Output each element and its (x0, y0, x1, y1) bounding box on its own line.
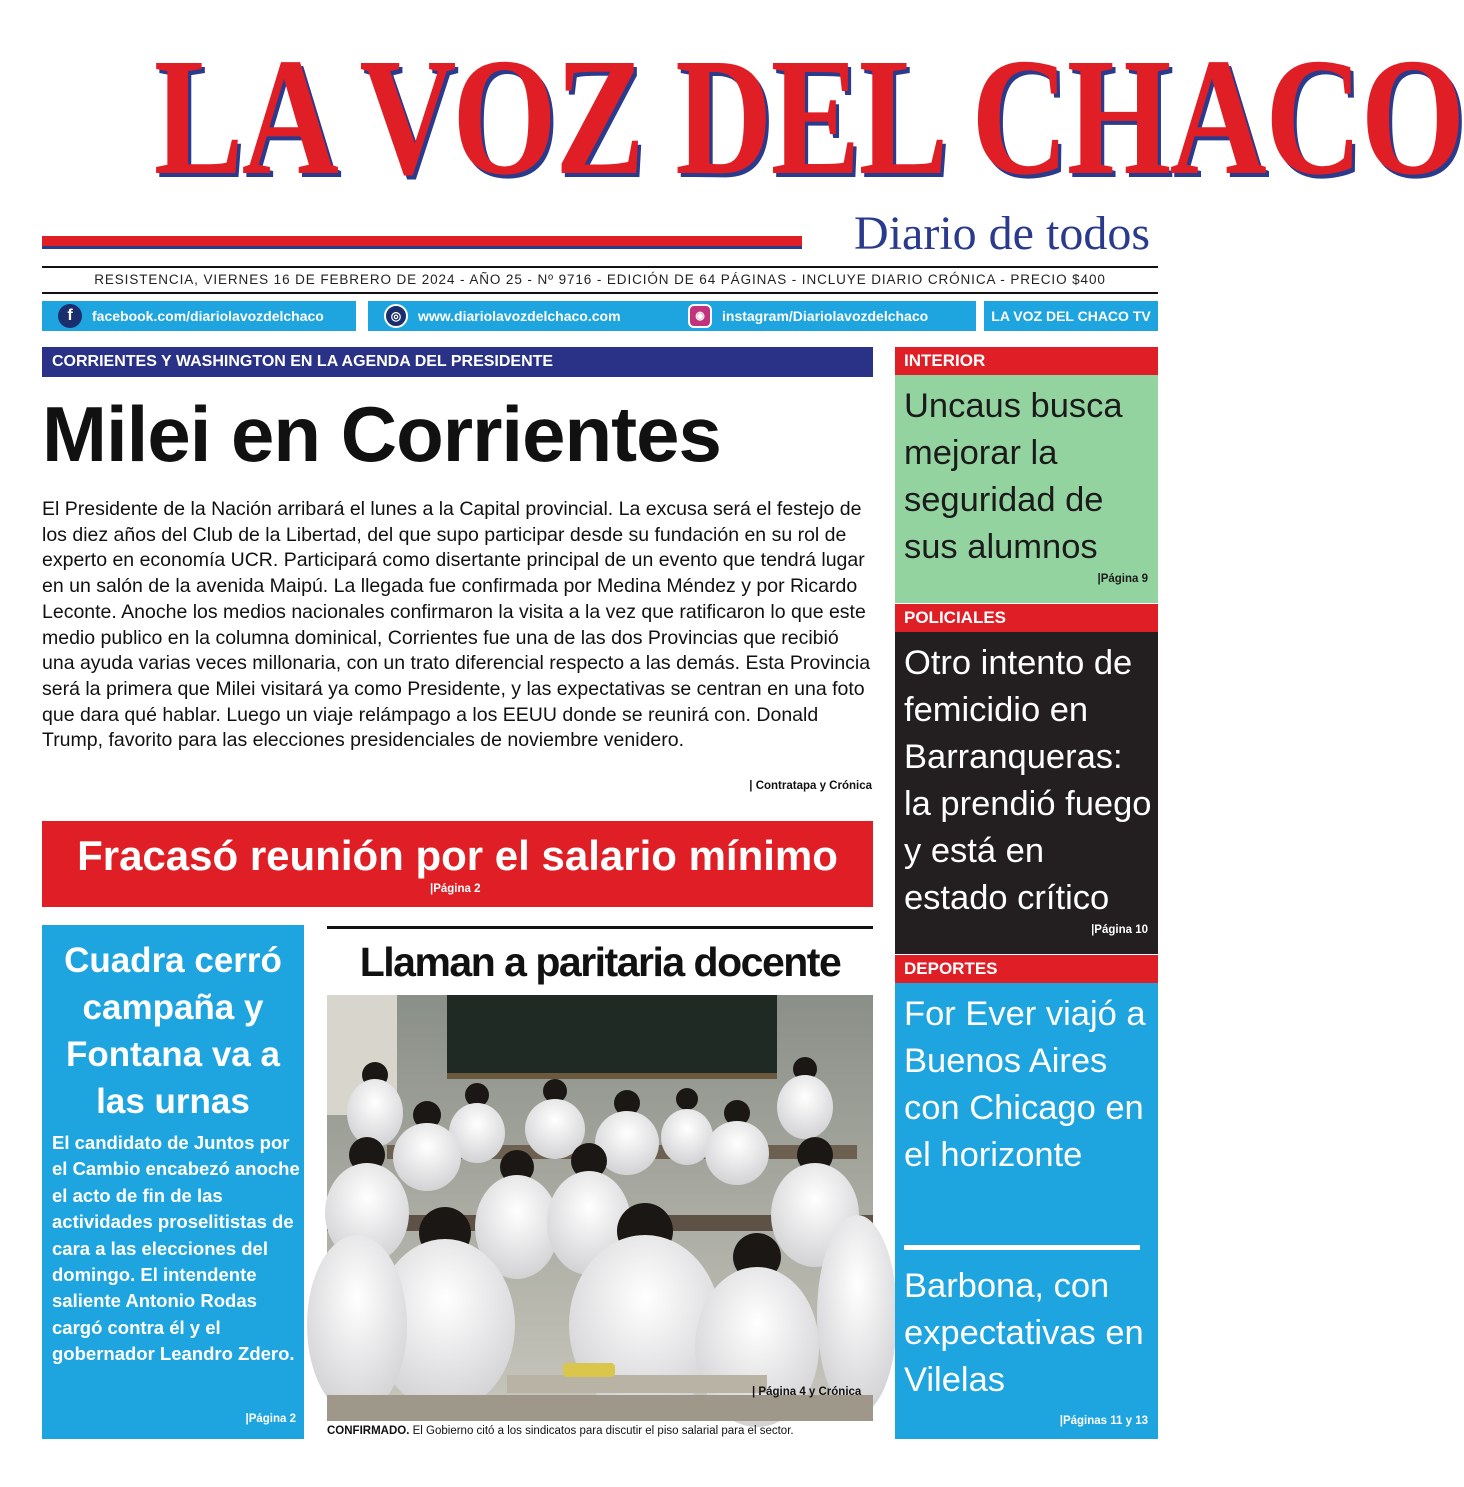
paritaria-caption-lead: CONFIRMADO. (327, 1425, 410, 1437)
paritaria-caption-text: El Gobierno citó a los sindicatos para discutir el piso salarial para el sector. (409, 1425, 794, 1437)
instagram-link-label: instagram/Diariolavozdelchaco (722, 308, 929, 324)
main-story-kicker: CORRIENTES Y WASHINGTON EN LA AGENDA DEL PRESIDENTE (42, 347, 873, 377)
facebook-icon: f (58, 304, 82, 328)
interior-headline[interactable]: Uncaus busca mejorar la seguridad de sus alumnos (904, 387, 1123, 566)
cuadra-headline[interactable]: Cuadra cerró campaña y Fontana va a las urnas (64, 941, 282, 1121)
section-label-policiales[interactable]: POLICIALES (895, 604, 1158, 632)
website-link-label: www.diariolavozdelchaco.com (418, 308, 621, 324)
paritaria-page-ref: | Página 4 y Crónica (752, 1386, 862, 1398)
social-bar (42, 301, 1158, 331)
deportes-story-box (895, 983, 1158, 1439)
main-story-headline[interactable]: Milei en Corrientes (42, 390, 721, 478)
facebook-link[interactable] (42, 301, 356, 331)
classroom-photo (327, 995, 873, 1421)
section-label-interior[interactable]: INTERIOR (895, 347, 1158, 375)
classroom-illustration (327, 995, 873, 1421)
masthead-rule (42, 236, 802, 246)
newspaper-slogan: Diario de todos (854, 207, 1150, 260)
main-story-page-ref: | Contratapa y Crónica (749, 780, 872, 792)
policiales-headline[interactable]: Otro intento de femicidio en Barranqueras: la prendió fuego y está en estado crítico (904, 644, 1152, 917)
section-label-deportes[interactable]: DEPORTES (895, 955, 1158, 983)
facebook-link-label: facebook.com/diariolavozdelchaco (92, 308, 324, 324)
deportes-headline-2[interactable]: Barbona, con expectativas en Vilelas (904, 1267, 1144, 1399)
cuadra-page-ref: |Página 2 (245, 1413, 296, 1425)
instagram-link[interactable] (672, 301, 976, 331)
paritaria-caption (327, 1423, 873, 1439)
policiales-page-ref: |Página 10 (1091, 924, 1148, 936)
salary-headline[interactable]: Fracasó reunión por el salario mínimo (77, 832, 838, 879)
masthead-rule-accent (42, 246, 802, 249)
deportes-divider (904, 1245, 1140, 1250)
globe-icon: ◎ (384, 304, 408, 328)
salary-page-ref: |Página 2 (430, 883, 481, 895)
newspaper-title: LA VOZ DEL CHACO (153, 24, 1464, 210)
salary-banner (42, 821, 873, 907)
dateline: RESISTENCIA, VIERNES 16 DE FEBRERO DE 2024 - AÑO 25 - Nº 9716 - EDICIÓN DE 64 PÁGINAS - INCLUYE DIARIO CRÓNICA - PRECIO $400 (42, 266, 1158, 294)
main-story-body: El Presidente de la Nación arribará el lunes a la Capital provincial. La excusa será el festejo de los diez años del Club de la Libertad, del que supo participar desde su fundación en su rol de experto en economía UCR. Participará como disertante principal de un evento que tendrá lugar en un salón de la avenida Maipú. La llegada fue confirmada por Medina Méndez y por Ricardo Leconte. Anoche los medios nacionales confirmaron la visita a la vez que ratificaron lo que este medio publico en la columna dominical, Corrientes fue una de las dos Provincias que recibió una ayuda varias veces millonaria, con un trato diferencial respecto a las demás. Esta Provincia será la primera que Milei visitará ya como Presidente, y las expectativas se centran en una foto que dara qué hablar. Luego un viaje relámpago a los EEUU donde se reunirá con. Donald Trump, favorito para las elecciones presidenciales de noviembre venidero. (42, 498, 871, 752)
policiales-story-box (895, 632, 1158, 954)
deportes-headline-1[interactable]: For Ever viajó a Buenos Aires con Chicago en el horizonte (904, 995, 1146, 1174)
cuadra-story-box (42, 925, 304, 1439)
cuadra-body: El candidato de Juntos por el Cambio encabezó anoche el acto de fin de las actividades proselitistas de cara a las elecciones del domingo. El intendente saliente Antonio Rodas cargó contra él y el gobernador Leandro Zdero. (52, 1132, 300, 1365)
paritaria-rule (327, 926, 873, 929)
masthead (42, 24, 1464, 266)
instagram-icon: ◉ (688, 304, 712, 328)
deportes-page-ref: |Páginas 11 y 13 (1059, 1415, 1148, 1427)
interior-page-ref: |Página 9 (1097, 573, 1148, 585)
interior-story-box (895, 375, 1158, 603)
tv-link-label: LA VOZ DEL CHACO TV (991, 308, 1151, 324)
tv-link[interactable] (984, 301, 1158, 331)
paritaria-headline[interactable]: Llaman a paritaria docente (359, 939, 841, 985)
website-link[interactable] (368, 301, 680, 331)
